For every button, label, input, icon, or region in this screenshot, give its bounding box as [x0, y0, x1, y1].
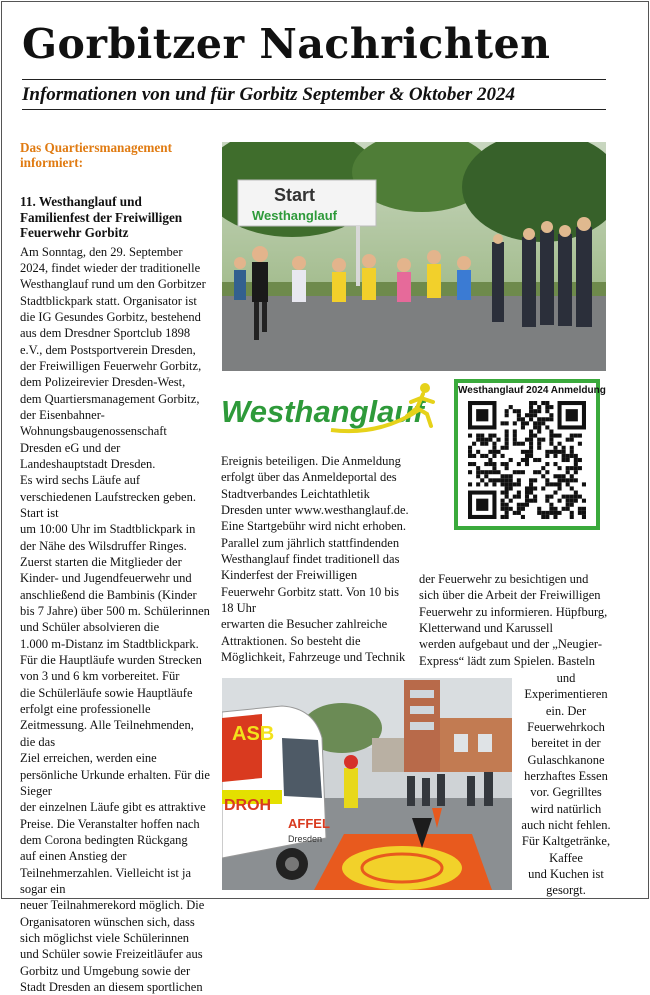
article-kicker: Das Quartiersmanagement informiert: — [20, 140, 210, 170]
truck-text-droh: DROH — [224, 797, 271, 814]
masthead — [22, 20, 608, 68]
logo-text: Westhanglauf — [221, 394, 426, 429]
photo-runners-start — [222, 142, 606, 371]
truck-text-dresden: Dresden — [288, 834, 322, 844]
masthead-rule-top — [22, 79, 606, 80]
newspaper-title: Gorbitzer Nachrichten — [22, 20, 608, 68]
article-body-col3b: und Experimentieren ein. Der Feuerwehrkoch bereitet in der Gulaschkanone herzhaftes Essen vor. Gegrilltes wird natürlich auch nicht fehlen. Für Kaltgetränke, Kaffee und Kuchen ist gesorgt. — [520, 670, 612, 899]
qr-code-icon[interactable] — [468, 401, 586, 519]
article-headline: 11. Westhanglauf und Familienfest der Freiwilligen Feuerwehr Gorbitz — [20, 194, 210, 241]
banner-brand-text: Westhanglauf — [252, 208, 338, 223]
photo-fire-engine — [222, 678, 512, 890]
article-column-3-continued — [520, 667, 612, 899]
article-body-col1: Am Sonntag, den 29. September 2024, findet wieder der traditionelle Westhanglauf rund um den Gorbitzer Stadtblickpark statt. Organisator ist die IG Gesundes Gorbitz, bestehend aus dem Dresdner Sportclub 1898 e.V., dem Postsportverein Dresden, der Freiwilligen Feuerwehr Gorbitz, dem Polizeirevier Dresden-West, dem Quartiersmanagement Gorbitz, der Eisenbahner-Wohnungsbaugenossenschaft Dresden eG und der Landeshauptstadt Dresden. Es wird sechs Läufe auf verschiedenen Laufstrecken geben. Start ist um 10:00 Uhr im Stadtblickpark in der Nähe des Wilsdruffer Ringes. Zuerst starten die Mitglieder der Kinder- und Jugendfeuerwehr und anschließend die Bambinis (Kinder bis 7 Jahre) über 500 m. Schülerinnen und Schüler absolvieren die 1.000 m-Distanz im Stadtblickpark. Für die Hauptläufe wurden Strecken von 3 und 6 km vorbereitet. Für die Schülerläufe sowie Hauptläufe erfolgt eine professionelle Zeitmessung. Alle Teilnehmenden, die das Ziel erreichen, werden eine persönliche Urkunde erhalten. Für die Sieger der einzelnen Läufe gibt es attraktive Preise. Die Veranstalter hoffen nach dem Corona bedingten Rückgang auf einen Anstieg der Teilnehmerzahlen. Vielleicht ist ja sogar ein neuer Teilnahmerekord möglich. Die Organisatoren wünschen sich, dass sich möglichst viele Schülerinnen und Schüler sowie Freizeitläufer aus Gorbitz und Umgebung sowie der Stadt Dresden an diesem sportlichen — [20, 244, 210, 995]
article-column-3 — [419, 568, 609, 669]
registration-qr-box[interactable] — [454, 379, 600, 530]
article-body-col2: Ereignis beteiligen. Die Anmeldung erfolgt über das Anmeldeportal des Stadtverbandes Leichtathletik Dresden unter www.westhanglauf.de. Eine Startgebühr wird nicht erhoben. Parallel zum jährlich stattfindenden Westhanglauf findet traditionell das Kinderfest der Freiwilligen Feuerwehr Gorbitz statt. Von 10 bis 18 Uhr erwarten die Besucher zahlreiche Attraktionen. So besteht die Möglichkeit, Fahrzeuge und Technik — [221, 453, 411, 665]
truck-text-asb: ASB — [232, 723, 274, 745]
article-column-1 — [20, 140, 210, 995]
qr-title: Westhanglauf 2024 Anmeldung — [458, 385, 596, 396]
newspaper-subtitle: Informationen von und für Gorbitz September & Oktober 2024 — [22, 84, 608, 106]
truck-text-affel: AFFEL — [288, 816, 330, 831]
article-column-2 — [221, 450, 411, 665]
banner-start-text: Start — [274, 185, 315, 205]
masthead-rule-bottom — [22, 109, 606, 110]
article-body-col3: der Feuerwehr zu besichtigen und sich über die Arbeit der Freiwilligen Feuerwehr zu informieren. Hüpfburg, Kletterwand und Karussell werden aufgebaut und der „Neugier- Express“ lädt zum Spielen. Basteln — [419, 571, 609, 669]
westhanglauf-logo — [219, 380, 445, 440]
